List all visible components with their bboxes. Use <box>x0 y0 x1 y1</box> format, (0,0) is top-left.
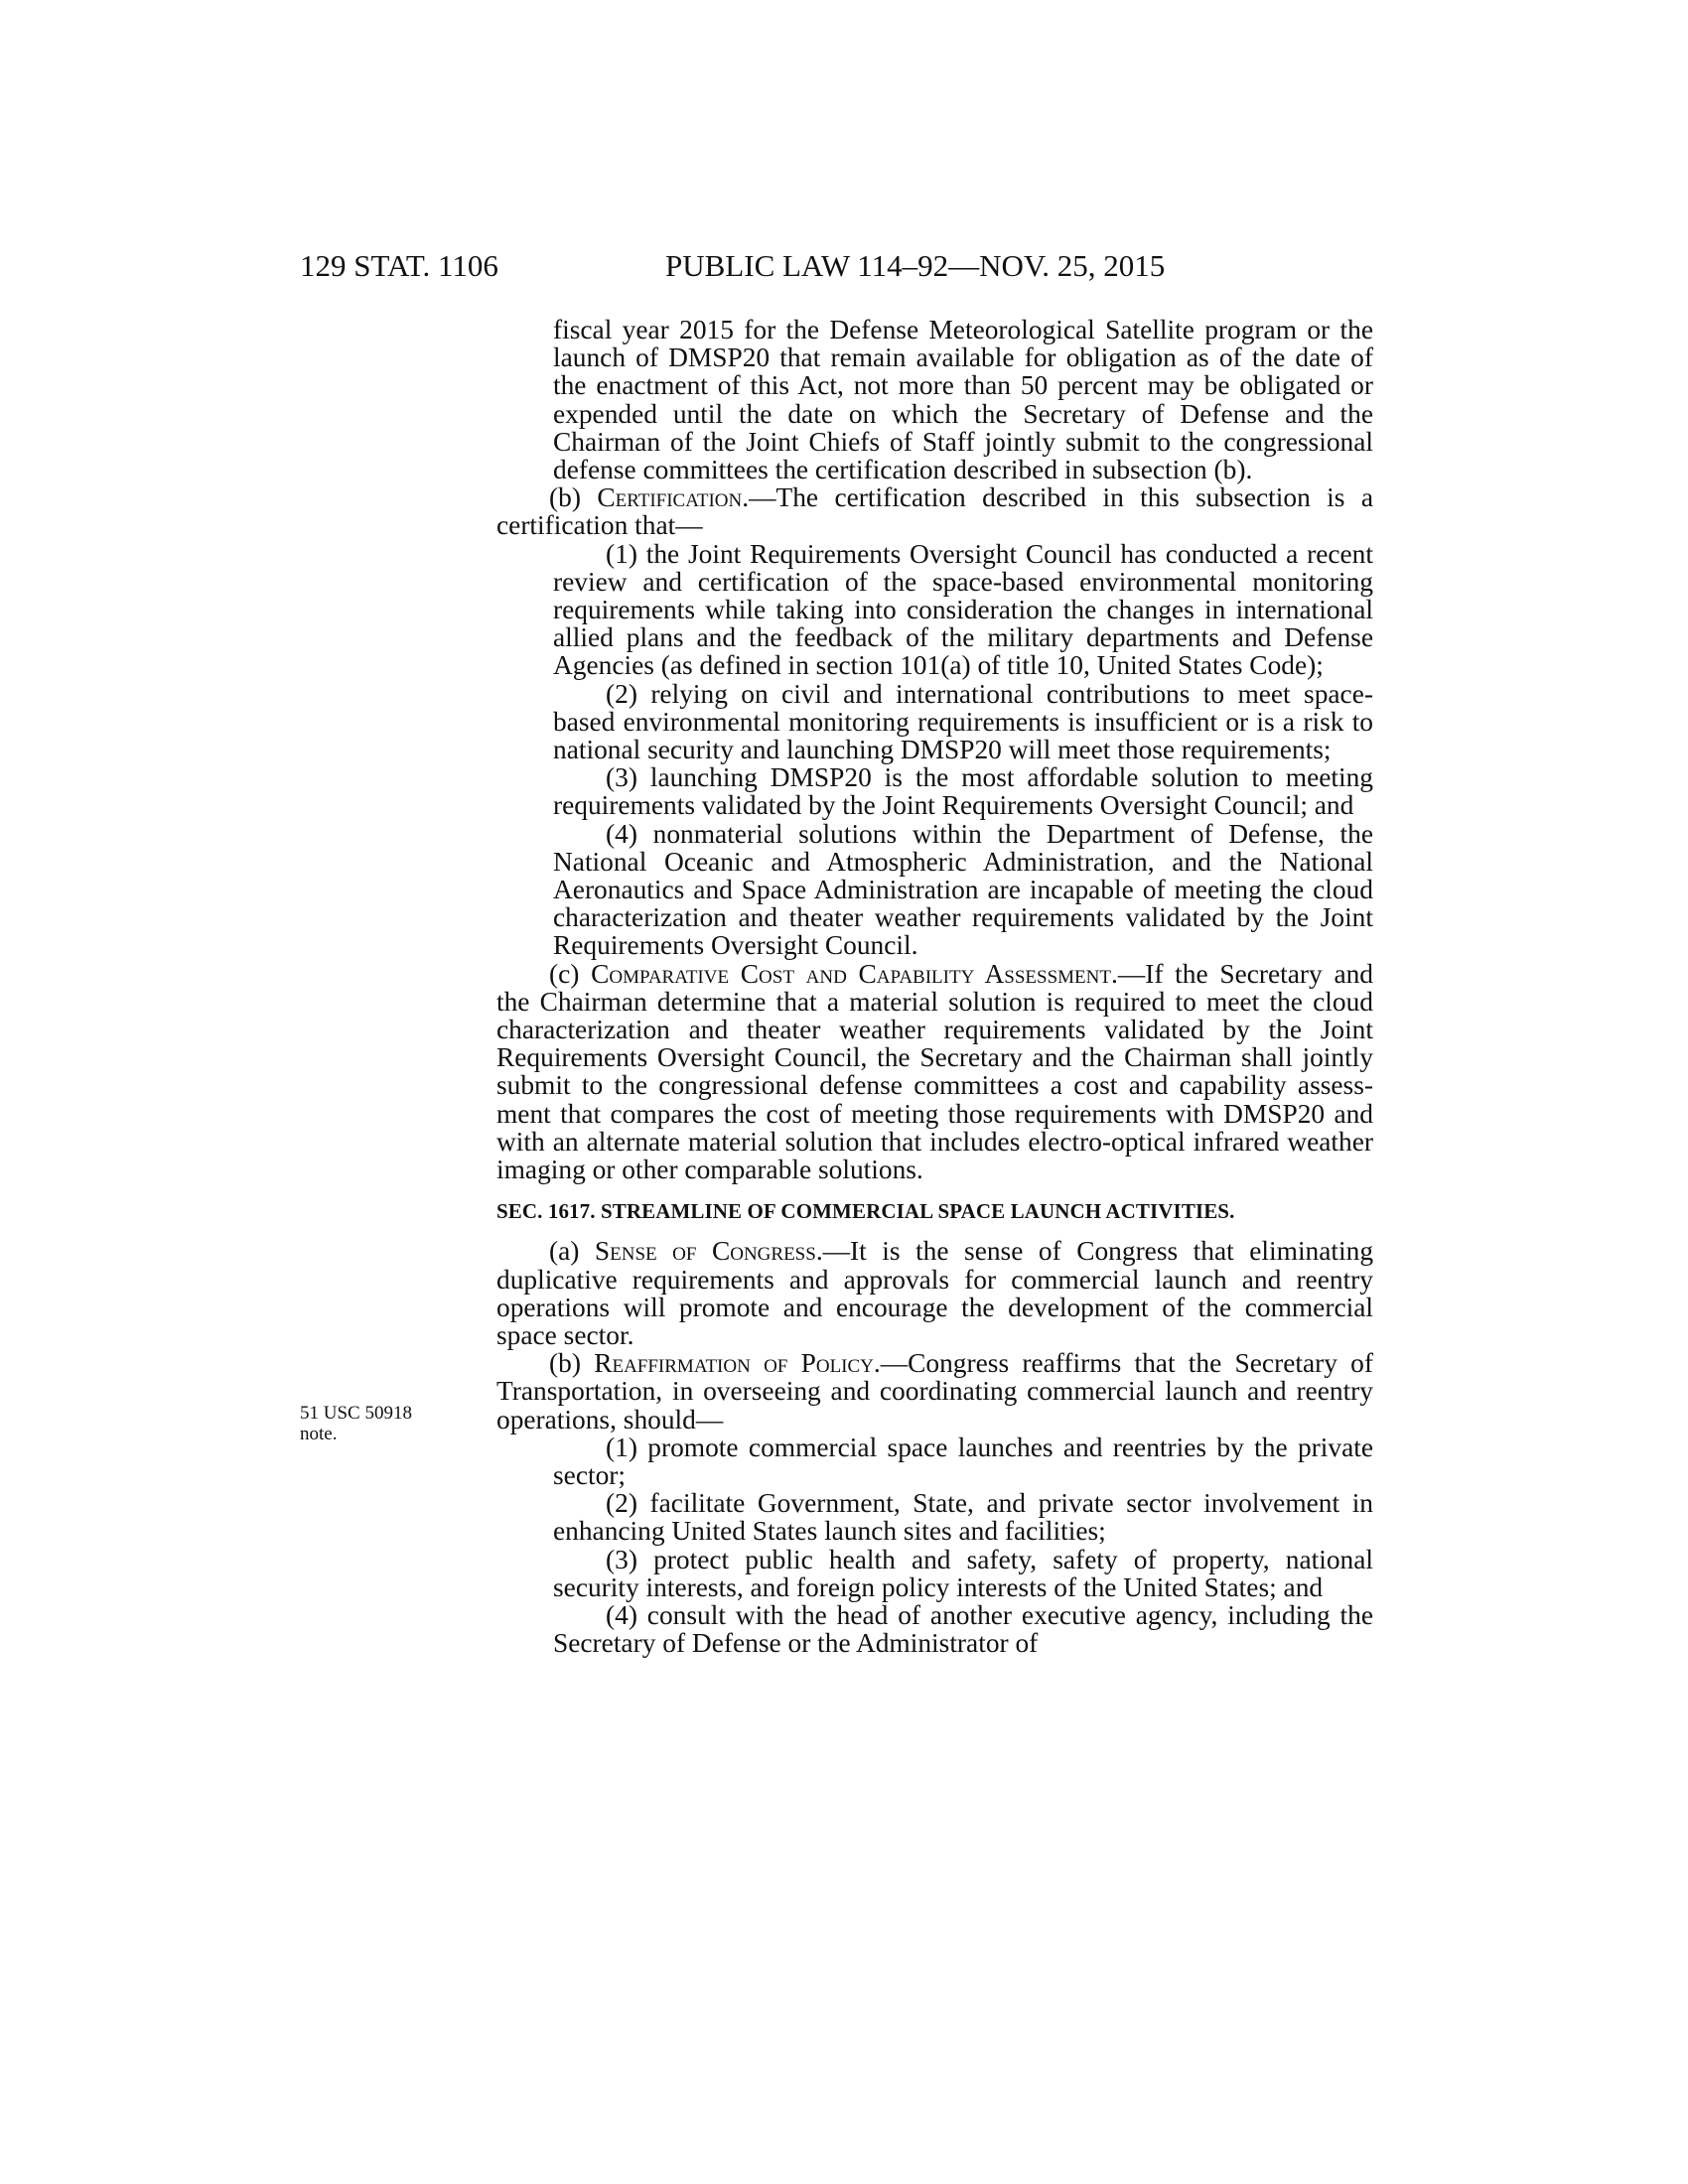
clause-r3: (3) protect public health and safety, safety of property, national security interests, and foreign policy interests of the United States; and <box>553 1544 1373 1602</box>
subsection-b-certification <box>496 483 1373 539</box>
section-1617-heading: SEC. 1617. STREAMLINE OF COMMERCIAL SPACE LAUNCH ACTIVITIES. <box>496 1199 1235 1224</box>
page-running-title: PUBLIC LAW 114–92—NOV. 25, 2015 <box>665 248 1166 283</box>
margin-citation-note <box>300 1403 429 1444</box>
clause-r1: (1) promote commercial space launches and reentries by the private sector; <box>553 1432 1373 1490</box>
subsection-a-sense-of-congress <box>496 1237 1373 1349</box>
paragraph-intro: fiscal year 2015 for the Defense Meteorological Satellite program or the launch of DMSP20 that remain available for obligation as of the date of the enactment of this Act, not more than 50 percent may be obligated or expended until the date on which the Secretary of Defense and the Chairman of the Joint Chiefs of Staff jointly submit to the congressional defense committees the certification described in subsection (b). <box>553 315 1373 485</box>
subsection-b2-text: .—Congress reaffirms that the Secretary of Transportation, in overseeing and coordinating commercial launch and reentry operations, should— <box>496 1348 1373 1434</box>
page-stat-reference: 129 STAT. 1106 <box>300 248 498 283</box>
clause-b4: (4) nonmaterial solutions within the Department of Defense, the National Oceanic and Atmospheric Administration, and the National Aeronautics and Space Administration are incapable of meeting the cloud characterization and theater weather requirements validated by the Joint Requirements Oversight Council. <box>553 818 1373 961</box>
clause-b1: (1) the Joint Requirements Oversight Council has conducted a recent review and certification of the space-based environmental monitoring requirements while taking into consideration the changes in international allied plans and the feedback of the military departments and Defense Agencies (as defined in section 101(a) of title 10, United States Code); <box>553 538 1373 681</box>
subsection-b-reaffirmation <box>496 1349 1373 1433</box>
subsection-b2-label: (b) <box>549 1348 595 1379</box>
subsection-b-heading: Certification <box>597 482 743 513</box>
subsection-c-text: .—If the Secretary and the Chairman determine that a material solution is required to meet the cloud characterization and theater weather requirements validated by the Joint Requirements Oversight Council, the Secretary and the Chairman shall jointly submit to the congressional defense committees a cost and capability assessment that compares the cost of meeting those requirements with DMSP20 and with an alternate material solution that includes electro-optical infrared weather imaging or other comparable solutions. <box>496 958 1373 1185</box>
subsection-c-assessment <box>496 960 1373 1184</box>
clause-r2: (2) facilitate Government, State, and private sector involvement in enhancing United States launch sites and facilities; <box>553 1488 1373 1547</box>
margin-note-line-2: note. <box>300 1424 338 1444</box>
subsection-a-text: .—It is the sense of Congress that eliminating duplicative requirements and approvals for commercial launch and reentry operations will promote and encourage the development of the commercial space sector. <box>496 1236 1374 1350</box>
clause-b2: (2) relying on civil and international contributions to meet space-based environmental monitoring requirements is insufficient or is a risk to national security and launching DMSP20 will meet those requirements; <box>553 678 1373 765</box>
subsection-c-label: (c) <box>549 958 592 989</box>
subsection-a-heading: Sense of Congress <box>594 1236 816 1267</box>
subsection-b-text: .—The certification described in this subsection is a certification that— <box>496 482 1373 541</box>
subsection-b-label: (b) <box>549 482 598 513</box>
subsection-a-label: (a) <box>549 1236 595 1267</box>
subsection-c-heading: Comparative Cost and Capability Assessment <box>591 958 1111 989</box>
margin-note-line-1: 51 USC 50918 <box>300 1403 412 1424</box>
clause-b3: (3) launching DMSP20 is the most affordable solution to meeting requirements validated by the Joint Requirements Oversight Council; and <box>553 762 1373 821</box>
clause-r4: (4) consult with the head of another executive agency, including the Secretary of Defense or the Administrator of <box>553 1599 1373 1659</box>
subsection-b2-heading: Reaffirmation of Policy <box>594 1348 874 1379</box>
statute-body <box>496 316 1373 1657</box>
